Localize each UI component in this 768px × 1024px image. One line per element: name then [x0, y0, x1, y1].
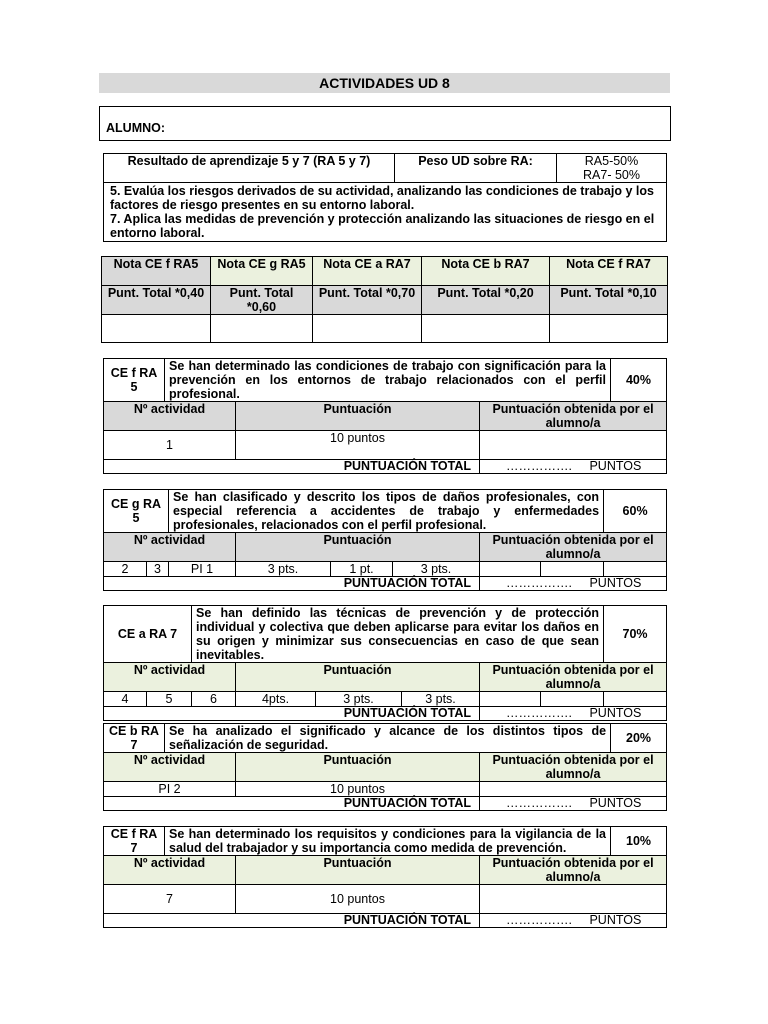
- activity-header: Nº actividad: [104, 402, 236, 431]
- obtained-score-input[interactable]: [541, 692, 604, 707]
- ce-code: CE a RA 7: [104, 606, 192, 663]
- grades-summary-table: [101, 256, 668, 343]
- total-points-label: PUNTOS: [589, 576, 642, 590]
- activity-number: 1: [104, 431, 236, 460]
- activity-number: PI 2: [104, 782, 236, 797]
- score-header: Puntuación: [236, 402, 480, 431]
- grade-factor-ce-g-ra5: Punt. Total *0,60: [211, 286, 313, 315]
- ce-code: CE f RA 7: [104, 827, 165, 856]
- activity-header: Nº actividad: [104, 753, 236, 782]
- obtained-score-header: Puntuación obtenida por el alumno/a: [480, 753, 667, 782]
- score-header: Puntuación: [236, 533, 480, 562]
- activity-score: 3 pts.: [393, 562, 480, 577]
- grade-factor-ce-f-ra7: Punt. Total *0,10: [550, 286, 668, 315]
- grade-header-ce-g-ra5: Nota CE g RA5: [211, 257, 313, 286]
- grade-header-ce-f-ra5: Nota CE f RA5: [102, 257, 211, 286]
- activity-number: 2: [104, 562, 147, 577]
- obtained-score-header: Puntuación obtenida por el alumno/a: [480, 402, 667, 431]
- activity-number: PI 1: [169, 562, 236, 577]
- total-dots: …………….: [506, 459, 572, 473]
- activity-score: 10 puntos: [236, 431, 480, 460]
- activity-number: 7: [104, 885, 236, 914]
- ra7-description: 7. Aplica las medidas de prevención y protección analizando las situaciones de riesgo en el entorno laboral.: [110, 212, 655, 240]
- ce-code: CE f RA 5: [104, 359, 165, 402]
- total-points: [480, 797, 667, 811]
- learning-outcome-descriptions: [104, 183, 667, 242]
- grade-input-ce-g-ra5[interactable]: [211, 315, 313, 343]
- grade-header-ce-a-ra7: Nota CE a RA7: [313, 257, 422, 286]
- grade-factor-ce-f-ra5: Punt. Total *0,40: [102, 286, 211, 315]
- ce-weight: 70%: [604, 606, 667, 663]
- student-label: ALUMNO:: [106, 121, 166, 135]
- ce-weight: 60%: [604, 490, 667, 533]
- total-points-label: PUNTOS: [589, 459, 642, 473]
- total-points: [480, 914, 667, 928]
- ce-weight: 10%: [611, 827, 667, 856]
- grade-header-ce-f-ra7: Nota CE f RA7: [550, 257, 668, 286]
- ra-weights: [557, 154, 667, 183]
- obtained-score-input[interactable]: [480, 782, 667, 797]
- total-label: PUNTUACIÓN TOTAL: [104, 460, 480, 474]
- grade-factor-ce-a-ra7: Punt. Total *0,70: [313, 286, 422, 315]
- activity-number: 4: [104, 692, 147, 707]
- activity-score: 3 pts.: [402, 692, 480, 707]
- obtained-score-header: Puntuación obtenida por el alumno/a: [480, 856, 667, 885]
- activity-header: Nº actividad: [104, 533, 236, 562]
- activity-score: 10 puntos: [236, 885, 480, 914]
- total-label: PUNTUACIÓN TOTAL: [104, 577, 480, 591]
- ra5-weight: RA5-50%: [584, 154, 639, 168]
- total-points-label: PUNTOS: [589, 913, 642, 927]
- grade-factor-ce-b-ra7: Punt. Total *0,20: [422, 286, 550, 315]
- grade-input-ce-b-ra7[interactable]: [422, 315, 550, 343]
- ce-code: CE b RA 7: [104, 724, 165, 753]
- ra5-description: 5. Evalúa los riesgos derivados de su actividad, analizando las condiciones de trabajo y los factores de riesgo presentes en su entorno laboral.: [110, 184, 654, 212]
- obtained-score-input[interactable]: [604, 562, 667, 577]
- total-points-label: PUNTOS: [589, 706, 642, 720]
- grade-header-ce-b-ra7: Nota CE b RA7: [422, 257, 550, 286]
- ce-block-ce-f-ra7: [103, 826, 667, 928]
- ce-description: Se ha analizado el significado y alcance de los distintos tipos de señalización de seguridad.: [165, 724, 611, 753]
- learning-outcome-table: [103, 153, 667, 242]
- total-label: PUNTUACIÓN TOTAL: [104, 914, 480, 928]
- activity-score: 10 puntos: [236, 782, 480, 797]
- obtained-score-input[interactable]: [604, 692, 667, 707]
- ce-description: Se han determinado los requisitos y condiciones para la vigilancia de la salud del trabajador y su importancia como medida de prevención.: [165, 827, 611, 856]
- activity-number: 5: [147, 692, 192, 707]
- total-dots: …………….: [506, 706, 572, 720]
- ce-weight: 20%: [611, 724, 667, 753]
- obtained-score-input[interactable]: [541, 562, 604, 577]
- score-header: Puntuación: [236, 856, 480, 885]
- activity-score: 3 pts.: [316, 692, 402, 707]
- total-dots: …………….: [506, 576, 572, 590]
- total-label: PUNTUACIÓN TOTAL: [104, 707, 480, 721]
- obtained-score-input[interactable]: [480, 885, 667, 914]
- total-dots: …………….: [506, 913, 572, 927]
- ce-description: Se han definido las técnicas de prevención y de protección individual y colectiva que deben aplicarse para evitar los daños en su origen y minimizar sus consecuencias en caso de que sean inevitables.: [192, 606, 604, 663]
- activity-header: Nº actividad: [104, 663, 236, 692]
- ce-block-ce-b-ra7: [103, 723, 667, 811]
- page-title: ACTIVIDADES UD 8: [99, 73, 670, 93]
- student-name-field[interactable]: [99, 106, 671, 141]
- obtained-score-input[interactable]: [480, 431, 667, 460]
- activity-number: 6: [192, 692, 236, 707]
- total-points: [480, 577, 667, 591]
- grade-input-ce-a-ra7[interactable]: [313, 315, 422, 343]
- score-header: Puntuación: [236, 663, 480, 692]
- total-dots: …………….: [506, 796, 572, 810]
- obtained-score-input[interactable]: [480, 692, 541, 707]
- activity-header: Nº actividad: [104, 856, 236, 885]
- grade-input-ce-f-ra7[interactable]: [550, 315, 668, 343]
- ra7-weight: RA7- 50%: [583, 168, 640, 182]
- ce-code: CE g RA 5: [104, 490, 169, 533]
- learning-outcome-header: Resultado de aprendizaje 5 y 7 (RA 5 y 7): [104, 154, 395, 183]
- obtained-score-input[interactable]: [480, 562, 541, 577]
- activity-number: 3: [147, 562, 169, 577]
- obtained-score-header: Puntuación obtenida por el alumno/a: [480, 533, 667, 562]
- ud-weight-header: Peso UD sobre RA:: [395, 154, 557, 183]
- ce-weight: 40%: [611, 359, 667, 402]
- ce-description: Se han clasificado y descrito los tipos de daños profesionales, con especial referencia a accidentes de trabajo y enfermedades profesionales, relacionados con el perfil profesional.: [169, 490, 604, 533]
- ce-block-ce-a-ra7: [103, 605, 667, 721]
- activity-score: 3 pts.: [236, 562, 331, 577]
- ce-block-ce-f-ra5: [103, 358, 667, 474]
- total-points: [480, 460, 667, 474]
- total-points: [480, 707, 667, 721]
- activity-score: 4pts.: [236, 692, 316, 707]
- total-points-label: PUNTOS: [589, 796, 642, 810]
- score-header: Puntuación: [236, 753, 480, 782]
- grade-input-ce-f-ra5[interactable]: [102, 315, 211, 343]
- ce-description: Se han determinado las condiciones de trabajo con significación para la prevención en los entornos de trabajo relacionados con el perfil profesional.: [165, 359, 611, 402]
- total-label: PUNTUACIÓN TOTAL: [104, 797, 480, 811]
- ce-block-ce-g-ra5: [103, 489, 667, 591]
- activity-score: 1 pt.: [331, 562, 393, 577]
- obtained-score-header: Puntuación obtenida por el alumno/a: [480, 663, 667, 692]
